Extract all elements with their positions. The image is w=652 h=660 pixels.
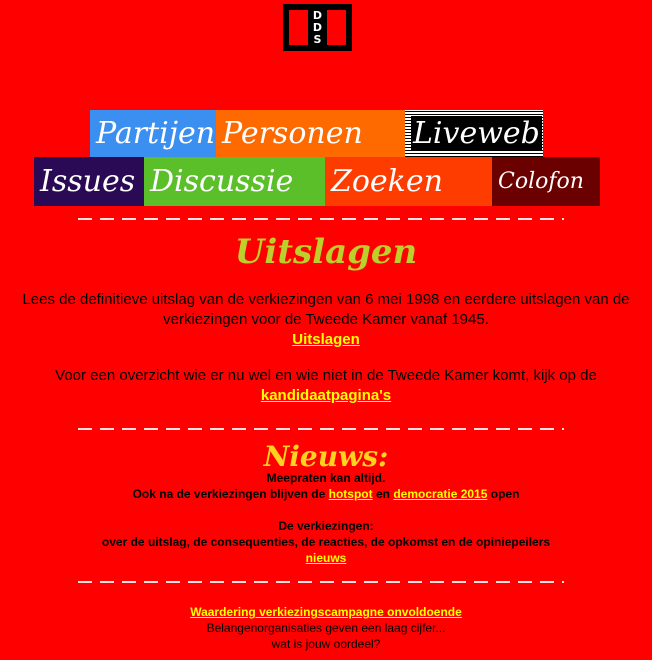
nav-colofon-label: Colofon — [498, 169, 584, 194]
uitslagen-link[interactable]: Uitslagen — [292, 331, 360, 348]
open-text: open — [490, 487, 520, 501]
nav-liveweb[interactable] — [405, 110, 543, 157]
oordeel-text: wat is jouw oordeel? — [271, 637, 381, 651]
nieuws-block-2 — [0, 518, 652, 566]
logo-letter-s: S — [313, 32, 322, 46]
democratie-2015-link[interactable]: democratie 2015 — [393, 487, 488, 501]
nav-discussie-label: Discussie — [150, 164, 294, 199]
ook-na-text: Ook na de verkiezingen blijven de — [132, 487, 326, 501]
nav-partijen[interactable] — [90, 110, 216, 157]
nav-partijen-label: Partijen — [96, 116, 216, 151]
meepraten-text: Meepraten kan altijd. — [266, 471, 386, 485]
dds-logo[interactable] — [283, 4, 352, 51]
nav-issues[interactable] — [34, 157, 144, 206]
nav-zoeken[interactable] — [325, 157, 492, 206]
uitslagen-heading: Uitslagen — [234, 232, 418, 272]
waardering-link[interactable]: Waardering verkiezingscampagne onvoldoende — [190, 605, 462, 619]
kandidaat-text: Voor een overzicht wie er nu wel en wie niet in de Tweede Kamer komt, kijk op de — [55, 367, 597, 384]
logo-letters — [308, 4, 327, 51]
belangen-text: Belangenorganisaties geven een laag cijfer... — [206, 621, 446, 635]
nav-personen[interactable] — [216, 110, 405, 157]
nieuws-heading: Nieuws: — [263, 440, 389, 473]
kandidaat-paragraph — [0, 366, 652, 406]
nieuws-link[interactable]: nieuws — [305, 551, 347, 565]
nav-discussie[interactable] — [144, 157, 325, 206]
uitslagen-paragraph — [0, 290, 652, 350]
hotspot-link[interactable]: hotspot — [328, 487, 373, 501]
en-text: en — [375, 487, 390, 501]
kandidaatpagina-link[interactable]: kandidaatpagina's — [260, 387, 392, 404]
uitslagen-text: Lees de definitieve uitslag van de verkiezingen van 6 mei 1998 en eerdere uitslagen van de verkiezingen voor de Tweede Kamer vanaf 1945. — [22, 291, 630, 328]
nieuws-block-3 — [0, 604, 652, 652]
divider-3 — [78, 581, 564, 583]
nieuws-block-1 — [0, 470, 652, 502]
nav-personen-label: Personen — [222, 116, 363, 151]
logo-letter-d2: D — [312, 20, 323, 34]
nav-colofon[interactable] — [492, 157, 600, 206]
nav-zoeken-label: Zoeken — [331, 164, 443, 199]
verkiezingen-text: over de uitslag, de consequenties, de reacties, de opkomst en de opiniepeilers — [101, 535, 551, 549]
logo-letter-d1: D — [312, 8, 323, 22]
nav-issues-label: Issues — [40, 164, 136, 199]
nav-liveweb-label: Liveweb — [413, 116, 540, 151]
divider-1 — [78, 218, 564, 220]
divider-2 — [78, 428, 564, 430]
verkiezingen-heading: De verkiezingen: — [278, 519, 374, 533]
